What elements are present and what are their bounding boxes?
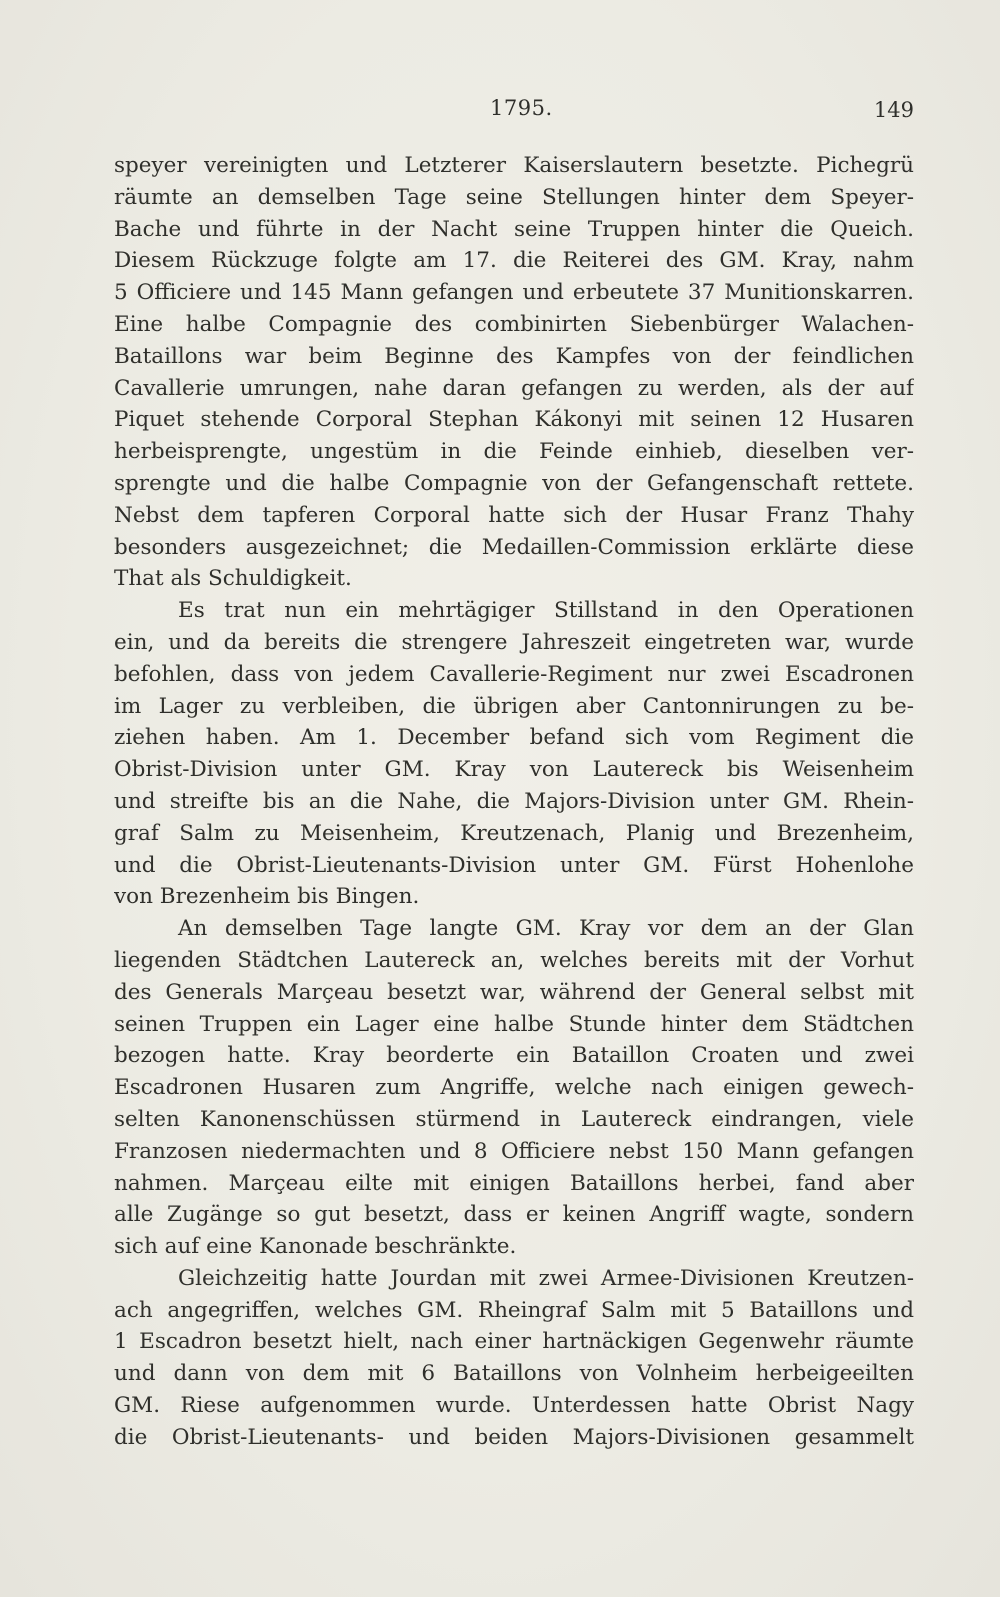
text-line: des Generals Marçeau besetzt war, während der General selbst mit xyxy=(114,979,914,1005)
text-line: ziehen haben. Am 1. December befand sich vom Regiment die xyxy=(114,725,914,751)
page-number: 149 xyxy=(873,98,914,122)
text-line: und streifte bis an die Nahe, die Majors-Division unter GM. Rhein- xyxy=(114,788,914,814)
text-line: von Brezenheim bis Bingen. xyxy=(114,884,420,910)
text-line: ein, und da bereits die strengere Jahreszeit eingetreten war, wurde xyxy=(114,629,914,655)
text-line: That als Schuldigkeit. xyxy=(114,566,352,592)
text-line: seinen Truppen ein Lager eine halbe Stunde hinter dem Städtchen xyxy=(114,1011,914,1037)
text-line: Diesem Rückzuge folgte am 17. die Reiterei des GM. Kray, nahm xyxy=(114,248,914,274)
text-line: ach angegriffen, welches GM. Rheingraf Salm mit 5 Bataillons und xyxy=(114,1297,914,1323)
text-line: Gleichzeitig hatte Jourdan mit zwei Armee-Divisionen Kreutzen- xyxy=(178,1265,914,1291)
body-text xyxy=(114,150,914,1454)
text-line: Nebst dem tapferen Corporal hatte sich der Husar Franz Thahy xyxy=(114,502,914,528)
text-line: Bataillons war beim Beginne des Kampfes von der feindlichen xyxy=(114,343,914,369)
text-line: alle Zugänge so gut besetzt, dass er keinen Angriff wagte, sondern xyxy=(114,1202,914,1228)
text-line: Es trat nun ein mehrtägiger Stillstand in den Operationen xyxy=(178,598,914,624)
text-line: besonders ausgezeichnet; die Medaillen-Commission erklärte diese xyxy=(114,534,914,560)
text-line: bezogen hatte. Kray beorderte ein Bataillon Croaten und zwei xyxy=(114,1043,914,1069)
header-year: 1795. xyxy=(490,96,553,120)
text-line: räumte an demselben Tage seine Stellungen hinter dem Speyer- xyxy=(114,184,914,210)
text-line: selten Kanonenschüssen stürmend in Lautereck eindrangen, viele xyxy=(114,1106,914,1132)
text-line: Eine halbe Compagnie des combinirten Siebenbürger Walachen- xyxy=(114,311,914,337)
text-line: die Obrist-Lieutenants- und beiden Majors-Divisionen gesammelt xyxy=(114,1424,914,1450)
text-line: nahmen. Marçeau eilte mit einigen Bataillons herbei, fand aber xyxy=(114,1170,914,1196)
text-line: 5 Officiere und 145 Mann gefangen und erbeutete 37 Munitionskarren. xyxy=(114,280,914,306)
text-line: Obrist-Division unter GM. Kray von Lautereck bis Weisenheim xyxy=(114,757,914,783)
text-line: im Lager zu verbleiben, die übrigen aber Cantonnirungen zu be- xyxy=(114,693,914,719)
text-line: Bache und führte in der Nacht seine Truppen hinter die Queich. xyxy=(114,216,914,242)
running-header xyxy=(114,96,914,126)
text-line: Escadronen Husaren zum Angriffe, welche nach einigen gewech- xyxy=(114,1075,914,1101)
text-line: und dann von dem mit 6 Bataillons von Volnheim herbeigeeilten xyxy=(114,1361,914,1387)
text-line: An demselben Tage langte GM. Kray vor dem an der Glan xyxy=(178,916,914,942)
text-line: herbeisprengte, ungestüm in die Feinde einhieb, dieselben ver- xyxy=(114,439,914,465)
text-line: Franzosen niedermachten und 8 Officiere nebst 150 Mann gefangen xyxy=(114,1138,914,1164)
text-line: sprengte und die halbe Compagnie von der Gefangenschaft rettete. xyxy=(114,470,914,496)
text-line: speyer vereinigten und Letzterer Kaiserslautern besetzte. Pichegrü xyxy=(114,153,914,178)
text-line: graf Salm zu Meisenheim, Kreutzenach, Planig und Brezenheim, xyxy=(114,820,914,846)
text-line: und die Obrist-Lieutenants-Division unter GM. Fürst Hohenlohe xyxy=(114,852,914,878)
text-line: befohlen, dass von jedem Cavallerie-Regiment nur zwei Escadronen xyxy=(114,661,914,687)
text-line: Piquet stehende Corporal Stephan Kákonyi mit seinen 12 Husaren xyxy=(114,407,914,433)
text-line: 1 Escadron besetzt hielt, nach einer hartnäckigen Gegenwehr räumte xyxy=(114,1329,914,1355)
text-line: liegenden Städtchen Lautereck an, welches bereits mit der Vorhut xyxy=(114,947,914,973)
text-line: GM. Riese aufgenommen wurde. Unterdessen hatte Obrist Nagy xyxy=(114,1393,914,1419)
text-line: sich auf eine Kanonade beschränkte. xyxy=(114,1234,517,1260)
text-line: Cavallerie umrungen, nahe daran gefangen zu werden, als der auf xyxy=(114,375,914,401)
